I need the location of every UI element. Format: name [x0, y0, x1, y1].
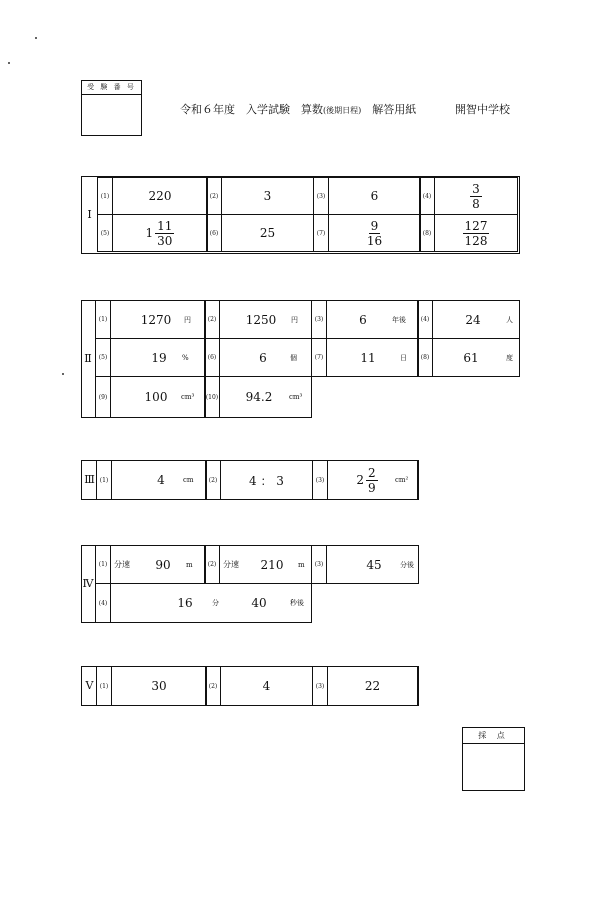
s4-q3-number: (3): [312, 546, 327, 583]
s3-q1-unit: cm: [183, 476, 194, 484]
fraction: [463, 219, 490, 248]
s5-q1-number: (1): [97, 667, 112, 705]
s2-q10-answer: 94.2: [245, 390, 273, 404]
s5-q3-number: (3): [313, 667, 328, 705]
s3-q2-number: (2): [206, 461, 221, 499]
scan-speck: [35, 37, 37, 39]
s2-q5-number: (5): [96, 339, 111, 376]
s2-q7-answer: 11: [360, 350, 376, 365]
s1-q2-number: (2): [207, 178, 222, 214]
title-paren: (後期日程): [323, 106, 362, 115]
section-5-table: [81, 666, 419, 706]
s3-q3-answer: [347, 461, 387, 499]
s5-q1-cell: [96, 666, 207, 706]
s2-q6-answer: 6: [259, 350, 267, 365]
s2-q3-cell: [311, 300, 419, 339]
s4-q1-unit: m: [186, 560, 193, 569]
s3-q3-unit: cm²: [395, 476, 409, 484]
s4-q1-prefix: 分速: [114, 560, 130, 569]
s1-q7-answer: [329, 215, 420, 251]
s2-q5-unit: %: [182, 353, 189, 362]
section-1-table: [81, 176, 520, 254]
s2-q8-number: (8): [418, 339, 433, 376]
denominator: 128: [464, 233, 488, 248]
s2-q5-answer: 19: [151, 350, 167, 365]
s2-q9-answer: 100: [144, 390, 168, 404]
denominator: 16: [366, 233, 383, 248]
s1-q7-number: (7): [314, 215, 329, 251]
whole-part: 1: [145, 226, 154, 240]
exam-number-box: [81, 80, 142, 136]
s4-q2-unit: m: [298, 560, 305, 569]
s3-q1-number: (1): [97, 461, 112, 499]
s3-q2-cell: [205, 460, 313, 500]
score-box: [462, 727, 525, 791]
s1-q2-cell: [206, 177, 314, 215]
s1-q7-cell: [313, 214, 421, 252]
s3-q1-cell: [96, 460, 207, 500]
section-3-label: Ⅲ: [84, 473, 95, 486]
s2-q10-cell: [204, 376, 312, 418]
s1-q6-number: (6): [207, 215, 222, 251]
s2-q1-unit: 円: [184, 315, 191, 324]
s1-q8-cell: [419, 214, 518, 252]
denominator: 30: [157, 233, 173, 248]
section-4-label: Ⅳ: [82, 577, 94, 590]
denominator: 9: [368, 480, 376, 495]
section-2-label-cell: [81, 300, 96, 418]
s4-q3-answer: 45: [366, 557, 382, 572]
s1-q6-answer: 25: [259, 226, 276, 240]
s4-q1-cell: [95, 545, 206, 584]
s2-q1-answer: 1270: [140, 312, 172, 327]
section-2-label: Ⅱ: [84, 352, 92, 365]
s4-q3-cell: [311, 545, 419, 584]
s2-q7-cell: [311, 338, 419, 377]
s1-q6-cell: [206, 214, 314, 252]
s4-q2-prefix: 分速: [223, 560, 239, 569]
page-title: [180, 101, 416, 117]
scan-speck: [8, 62, 10, 64]
s1-q4-cell: [419, 177, 518, 215]
s5-q2-answer: 4: [262, 679, 271, 693]
s1-q1-cell: [97, 177, 208, 215]
section-5-label: Ⅴ: [85, 679, 94, 692]
s4-q4-cell: [95, 583, 312, 623]
s4-q1-answer: 90: [155, 557, 171, 572]
whole-part: 2: [356, 473, 364, 487]
s1-q2-answer: 3: [263, 189, 272, 203]
s2-q4-unit: 人: [506, 315, 513, 324]
scan-speck: [62, 373, 64, 375]
s4-q4-minutes: 16: [177, 596, 193, 610]
s4-q2-number: (2): [205, 546, 220, 583]
s2-q3-number: (3): [312, 301, 327, 338]
school-name: 開智中学校: [455, 103, 510, 116]
s3-q3-cell: [312, 460, 418, 500]
s2-q4-answer: 24: [465, 312, 481, 327]
s1-q5-answer: [113, 215, 207, 251]
s2-q9-number: (9): [96, 377, 111, 417]
s2-q7-unit: 日: [400, 353, 407, 362]
s4-q4-unit-minutes: 分: [212, 599, 219, 607]
section-3-table: [81, 460, 419, 500]
title-main: 令和６年度 入学試験 算数: [180, 103, 323, 116]
s2-q3-unit: 年後: [392, 315, 406, 324]
s2-q4-number: (4): [418, 301, 433, 338]
s2-q6-unit: 個: [290, 353, 297, 362]
s1-q5-cell: [97, 214, 208, 252]
s2-q9-cell: [95, 376, 206, 418]
fraction: [366, 466, 378, 495]
s4-q3-unit: 分後: [400, 560, 414, 569]
s1-q4-number: (4): [420, 178, 435, 214]
s2-q5-cell: [95, 338, 206, 377]
s2-q1-cell: [95, 300, 206, 339]
s2-q7-number: (7): [312, 339, 327, 376]
s2-q2-cell: [204, 300, 312, 339]
numerator: 127: [464, 218, 488, 233]
fraction: [155, 219, 174, 248]
s2-q2-unit: 円: [291, 315, 298, 324]
s1-q1-number: (1): [98, 178, 113, 214]
s1-q5-number: (5): [98, 215, 113, 251]
s5-q1-answer: 30: [151, 679, 167, 693]
exam-number-label: 受 験 番 号: [82, 81, 141, 95]
denominator: 8: [472, 196, 480, 211]
score-label: 採 点: [463, 728, 524, 744]
s1-q8-number: (8): [420, 215, 435, 251]
s1-q3-number: (3): [314, 178, 329, 214]
numerator: 2: [368, 465, 376, 480]
s3-q2-answer: 4 ： 3: [249, 473, 284, 488]
numerator: 3: [472, 181, 480, 196]
s1-q3-cell: [313, 177, 421, 215]
s4-q2-answer: 210: [260, 557, 284, 572]
s1-q3-answer: 6: [370, 189, 379, 203]
s2-q3-answer: 6: [359, 312, 367, 327]
numerator: 9: [370, 218, 379, 233]
s5-q3-cell: [312, 666, 418, 706]
s4-q4-unit-seconds: 秒後: [290, 599, 304, 607]
s3-q1-answer: 4: [157, 473, 165, 487]
s5-q2-number: (2): [206, 667, 221, 705]
s2-q4-cell: [417, 300, 520, 339]
fraction: [470, 182, 482, 211]
s2-q1-number: (1): [96, 301, 111, 338]
s3-q3-number: (3): [313, 461, 328, 499]
s4-q1-number: (1): [96, 546, 111, 583]
s2-q10-number: (10): [205, 377, 220, 417]
s4-q4-number: (4): [96, 584, 111, 622]
s5-q3-answer: 22: [364, 679, 381, 693]
s2-q8-answer: 61: [463, 350, 479, 365]
s5-q2-cell: [205, 666, 313, 706]
fraction: [365, 219, 384, 248]
s2-q2-answer: 1250: [245, 312, 277, 327]
s4-q4-seconds: 40: [251, 596, 267, 610]
numerator: 11: [157, 218, 173, 233]
s2-q6-cell: [204, 338, 312, 377]
s2-q2-number: (2): [205, 301, 220, 338]
s2-q9-unit: cm³: [181, 393, 195, 401]
s4-q2-cell: [204, 545, 312, 584]
s2-q10-unit: cm³: [289, 393, 303, 401]
s2-q6-number: (6): [205, 339, 220, 376]
section-4-label-cell: [81, 545, 96, 623]
s1-q8-answer: [435, 215, 517, 251]
s1-q4-answer: [435, 178, 517, 214]
section-1-label: Ⅰ: [87, 208, 92, 221]
s1-q1-answer: 220: [148, 189, 172, 203]
s2-q8-unit: 度: [506, 353, 513, 362]
s2-q8-cell: [417, 338, 520, 377]
title-sheet: 解答用紙: [372, 103, 417, 116]
